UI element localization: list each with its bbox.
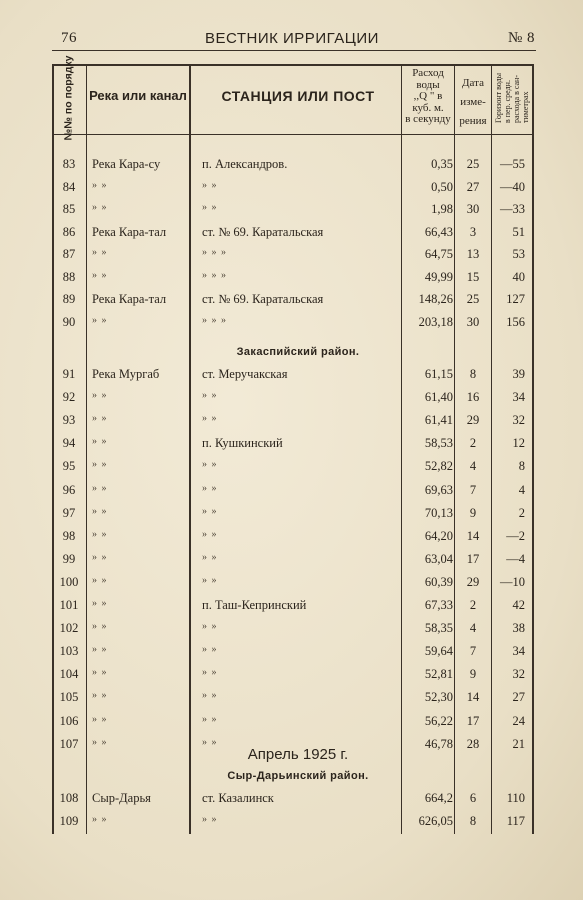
cell-date: 7	[469, 482, 477, 497]
table-row	[52, 552, 533, 574]
cell-date: 13	[466, 247, 480, 261]
cell-station: » »	[202, 390, 218, 402]
cell-river: » »	[92, 528, 108, 540]
cell-river: » »	[92, 713, 108, 725]
cell-river: » »	[92, 482, 108, 494]
cell-river: » »	[92, 574, 108, 586]
cell-flow: 63,04	[424, 551, 453, 566]
cell-num: 95	[62, 459, 76, 474]
cell-num: 86	[62, 224, 76, 239]
cell-station: » »	[202, 574, 218, 586]
cell-level: 4	[518, 482, 525, 497]
cell-station: » » »	[202, 314, 227, 326]
cell-num: 97	[62, 505, 76, 520]
cell-station: » »	[202, 505, 218, 517]
cell-level: 156	[506, 314, 525, 329]
cell-flow: 1,98	[431, 202, 453, 216]
cell-river: » »	[92, 436, 108, 448]
cell-flow: 67,33	[424, 598, 453, 612]
col-header-river: Река или канал	[89, 88, 187, 103]
cell-num: 102	[59, 621, 79, 636]
table-row	[52, 483, 533, 505]
table-top-rule	[52, 64, 533, 66]
cell-river: » »	[92, 505, 108, 517]
cell-date: 15	[466, 269, 480, 284]
table-row	[52, 270, 533, 292]
level-header-line: расхода в сан-	[512, 75, 521, 124]
table-row	[52, 644, 533, 666]
table-row	[52, 202, 533, 224]
flow-header-line: куб. м.	[412, 101, 444, 114]
table-row	[52, 575, 533, 597]
cell-level: —40	[500, 179, 525, 194]
cell-level: —10	[500, 574, 525, 589]
cell-date: 14	[466, 528, 480, 543]
cell-num: 109	[59, 814, 79, 828]
cell-date: 2	[469, 436, 477, 451]
cell-river: » »	[92, 459, 108, 471]
cell-river: » »	[92, 690, 108, 702]
cell-num: 100	[59, 574, 79, 589]
header-rule	[52, 50, 536, 51]
cell-flow: 626,05	[418, 814, 453, 828]
cell-date: 2	[469, 598, 477, 612]
level-header-label	[494, 73, 530, 123]
cell-river: » »	[92, 551, 108, 563]
cell-level: —4	[506, 551, 525, 566]
col-header-number-label: №№ по порядку	[62, 55, 75, 141]
cell-level: —2	[506, 528, 525, 543]
cell-num: 98	[62, 528, 76, 543]
cell-date: 27	[466, 179, 480, 194]
cell-station: ст. Меручакская	[202, 367, 288, 381]
cell-flow: 49,99	[424, 269, 453, 284]
cell-date: 17	[466, 551, 480, 566]
flow-header-line: воды	[416, 78, 440, 91]
cell-river: Река Кара-тал	[92, 224, 167, 239]
cell-river: » »	[92, 413, 108, 425]
cell-level: 53	[512, 247, 525, 261]
cell-date: 25	[466, 157, 480, 171]
cell-river: » »	[92, 736, 108, 748]
table-row	[52, 714, 533, 736]
cell-date: 9	[469, 667, 477, 682]
cell-level: 34	[512, 390, 525, 405]
cell-num: 94	[62, 436, 76, 451]
cell-date: 16	[466, 390, 480, 405]
cell-station: » »	[202, 621, 218, 633]
table-row	[52, 436, 533, 458]
cell-station: » »	[202, 179, 218, 191]
flow-header-line: Расход	[412, 67, 444, 79]
cell-num: 85	[62, 202, 76, 216]
cell-station: » » »	[202, 247, 227, 258]
cell-date: 28	[466, 736, 480, 751]
cell-river: Сыр-Дарья	[92, 791, 151, 805]
cell-num: 90	[62, 314, 76, 329]
page-header	[55, 30, 535, 50]
cell-river: » »	[92, 598, 108, 609]
cell-flow: 58,35	[424, 621, 453, 636]
cell-station: » »	[202, 459, 218, 471]
cell-date: 14	[466, 690, 480, 705]
cell-station: п. Александров.	[202, 157, 288, 171]
cell-flow: 664,2	[424, 791, 453, 805]
cell-station: » »	[202, 713, 218, 725]
page-number: 76	[61, 30, 77, 46]
cell-level: 8	[518, 459, 525, 474]
table-row	[52, 506, 533, 528]
level-header-line: тиметрах	[521, 91, 530, 124]
cell-date: 17	[466, 713, 480, 728]
cell-level: 24	[512, 713, 525, 728]
table-row	[52, 621, 533, 643]
header-bottom-rule	[52, 134, 533, 135]
cell-num: 104	[59, 667, 79, 682]
cell-station: » »	[202, 528, 218, 540]
col-header-level	[492, 64, 532, 132]
cell-flow: 61,41	[424, 413, 453, 428]
cell-num: 84	[62, 179, 76, 194]
cell-level: 38	[512, 621, 525, 636]
cell-level: 21	[512, 736, 525, 751]
cell-date: 30	[466, 202, 480, 216]
col-header-date	[455, 74, 491, 131]
table-row	[52, 737, 533, 759]
cell-num: 105	[59, 690, 79, 705]
cell-station: п. Таш-Кепринский	[202, 598, 307, 612]
level-header-line: в пер. средн.	[503, 80, 512, 124]
cell-flow: 64,75	[424, 247, 453, 261]
issue-number: № 8	[507, 30, 535, 46]
cell-station: » »	[202, 551, 218, 563]
cell-level: 42	[512, 598, 525, 612]
cell-river: » »	[92, 202, 108, 213]
cell-flow: 61,40	[424, 390, 453, 405]
cell-level: 32	[512, 667, 525, 682]
cell-date: 25	[466, 292, 480, 306]
cell-river: » »	[92, 247, 108, 258]
table-row	[52, 529, 533, 551]
date-header-line: изме-	[460, 96, 486, 108]
cell-num: 91	[62, 367, 76, 381]
table-row	[52, 459, 533, 481]
cell-flow: 64,20	[424, 528, 453, 543]
cell-river: Река Мургаб	[92, 367, 160, 381]
cell-level: 51	[512, 224, 525, 239]
cell-flow: 0,50	[431, 179, 453, 194]
table-row	[52, 367, 533, 389]
cell-flow: 0,35	[431, 157, 453, 171]
date-header-line: Дата	[462, 77, 484, 89]
journal-title: ВЕСТНИК ИРРИГАЦИИ	[205, 30, 379, 47]
cell-station: » » »	[202, 269, 227, 281]
cell-level: 40	[512, 269, 525, 284]
cell-num: 92	[62, 390, 76, 405]
month-heading: Апрель 1925 г.	[247, 746, 349, 763]
cell-station: » »	[202, 202, 218, 213]
table-row	[52, 247, 533, 269]
cell-level: 110	[506, 791, 525, 805]
cell-river: » »	[92, 621, 108, 633]
cell-river: » »	[92, 390, 108, 402]
cell-num: 106	[59, 713, 79, 728]
cell-flow: 66,43	[424, 224, 453, 239]
cell-num: 96	[62, 482, 76, 497]
cell-flow: 46,78	[424, 736, 453, 751]
measurements-table	[52, 55, 533, 834]
col-header-number	[50, 55, 86, 141]
cell-date: 8	[469, 367, 477, 381]
date-header-line: рения	[459, 115, 487, 127]
cell-date: 4	[469, 621, 477, 636]
table-row	[52, 292, 533, 314]
cell-flow: 148,26	[418, 292, 453, 306]
cell-flow: 52,82	[424, 459, 453, 474]
level-header-line: Горизонт воды	[494, 72, 503, 124]
cell-river: » »	[92, 179, 108, 191]
cell-date: 29	[466, 574, 480, 589]
cell-station: » »	[202, 413, 218, 425]
table-row	[52, 791, 533, 813]
cell-flow: 52,30	[424, 690, 453, 705]
cell-river: » »	[92, 667, 108, 679]
cell-num: 83	[62, 157, 76, 171]
cell-flow: 70,13	[424, 505, 453, 520]
cell-flow: 58,53	[424, 436, 453, 451]
cell-level: 12	[512, 436, 525, 451]
cell-level: 2	[518, 505, 525, 520]
table-row	[52, 598, 533, 620]
cell-num: 89	[62, 292, 76, 306]
cell-level: —55	[500, 157, 525, 171]
cell-flow: 56,22	[424, 713, 453, 728]
cell-level: 27	[512, 690, 525, 705]
cell-flow: 59,64	[424, 644, 453, 659]
cell-flow: 203,18	[418, 314, 453, 329]
cell-river: » »	[92, 644, 108, 656]
cell-flow: 60,39	[424, 574, 453, 589]
cell-flow: 61,15	[424, 367, 453, 381]
cell-num: 108	[59, 791, 79, 805]
table-row	[52, 315, 533, 337]
cell-num: 99	[62, 551, 76, 566]
cell-level: 117	[506, 814, 525, 828]
table-row	[52, 413, 533, 435]
cell-flow: 52,81	[424, 667, 453, 682]
cell-river: Река Кара-тал	[92, 292, 167, 306]
section-heading-transcaspian: Закаспийский район.	[236, 346, 360, 358]
table-row	[52, 814, 533, 836]
cell-station: п. Кушкинский	[202, 436, 283, 451]
cell-num: 93	[62, 413, 76, 428]
cell-level: —33	[500, 202, 525, 216]
table-row	[52, 667, 533, 689]
table-row	[52, 390, 533, 412]
table-row	[52, 225, 533, 247]
cell-station: » »	[202, 690, 218, 702]
cell-station: » »	[202, 667, 218, 679]
cell-level: 127	[506, 292, 525, 306]
cell-date: 6	[469, 791, 477, 805]
table-row	[52, 180, 533, 202]
cell-station: » »	[202, 482, 218, 494]
cell-num: 103	[59, 644, 79, 659]
table-row	[52, 157, 533, 179]
cell-date: 9	[469, 505, 477, 520]
flow-header-line: в секунду	[405, 113, 451, 125]
cell-date: 7	[469, 644, 477, 659]
section-heading-syrdarya: Сыр-Дарьинский район.	[227, 770, 369, 782]
cell-num: 101	[59, 598, 79, 612]
cell-num: 87	[62, 247, 76, 261]
col-header-flow	[402, 68, 454, 126]
cell-date: 29	[466, 413, 480, 428]
cell-level: 34	[512, 644, 525, 659]
cell-station: » »	[202, 644, 218, 656]
cell-river: » »	[92, 269, 108, 281]
table-row	[52, 690, 533, 712]
cell-station: » »	[202, 814, 218, 825]
cell-station: ст. Казалинск	[202, 791, 274, 805]
cell-date: 3	[469, 224, 477, 239]
cell-flow: 69,63	[424, 482, 453, 497]
col-header-station: СТАНЦИЯ ИЛИ ПОСТ	[221, 88, 375, 104]
cell-date: 4	[469, 459, 477, 474]
cell-date: 8	[469, 814, 477, 828]
cell-num: 107	[59, 736, 79, 751]
cell-station: » »	[202, 736, 218, 748]
cell-river: » »	[92, 314, 108, 326]
flow-header-line: ,,Q " в	[413, 90, 443, 102]
cell-date: 30	[466, 314, 480, 329]
cell-river: » »	[92, 814, 108, 825]
cell-station: ст. № 69. Каратальская	[202, 224, 324, 239]
cell-river: Река Кара-су	[92, 157, 161, 171]
cell-num: 88	[62, 269, 76, 284]
cell-level: 32	[512, 413, 525, 428]
cell-station: ст. № 69. Каратальская	[202, 292, 324, 306]
cell-level: 39	[512, 367, 525, 381]
